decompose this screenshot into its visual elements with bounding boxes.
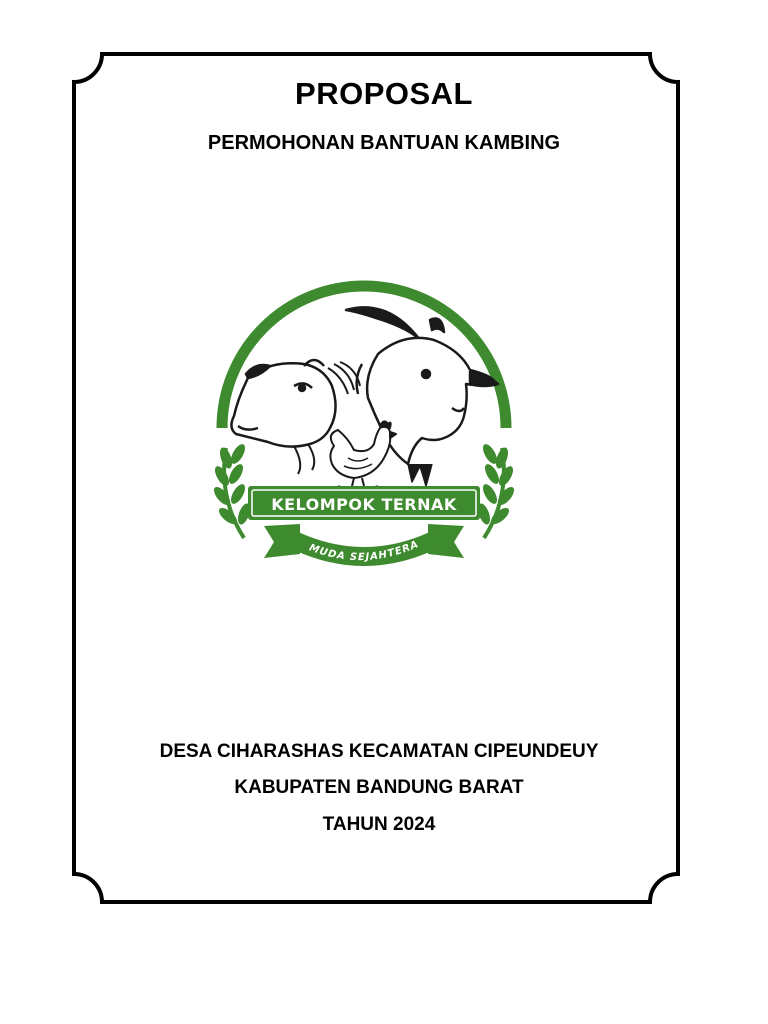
footer-village: DESA CIHARASHAS KECAMATAN CIPEUNDEUY — [159, 741, 599, 762]
footer-regency: KABUPATEN BANDUNG BARAT — [234, 777, 524, 798]
document-subtitle: PERMOHONAN BANTUAN KAMBING — [207, 132, 561, 154]
laurel-left-icon — [211, 442, 252, 538]
kelompok-ternak-logo — [208, 268, 520, 572]
laurel-right-icon — [476, 442, 517, 538]
logo-banner-text: KELOMPOK TERNAK — [271, 495, 457, 514]
document-title: PROPOSAL — [295, 76, 473, 111]
logo-banner — [248, 486, 480, 520]
chicken-icon — [330, 421, 396, 489]
logo-ribbon-text: MUDA SEJAHTERA — [307, 538, 421, 564]
logo-ribbon — [264, 524, 464, 566]
footer-year: TAHUN 2024 — [322, 814, 436, 835]
